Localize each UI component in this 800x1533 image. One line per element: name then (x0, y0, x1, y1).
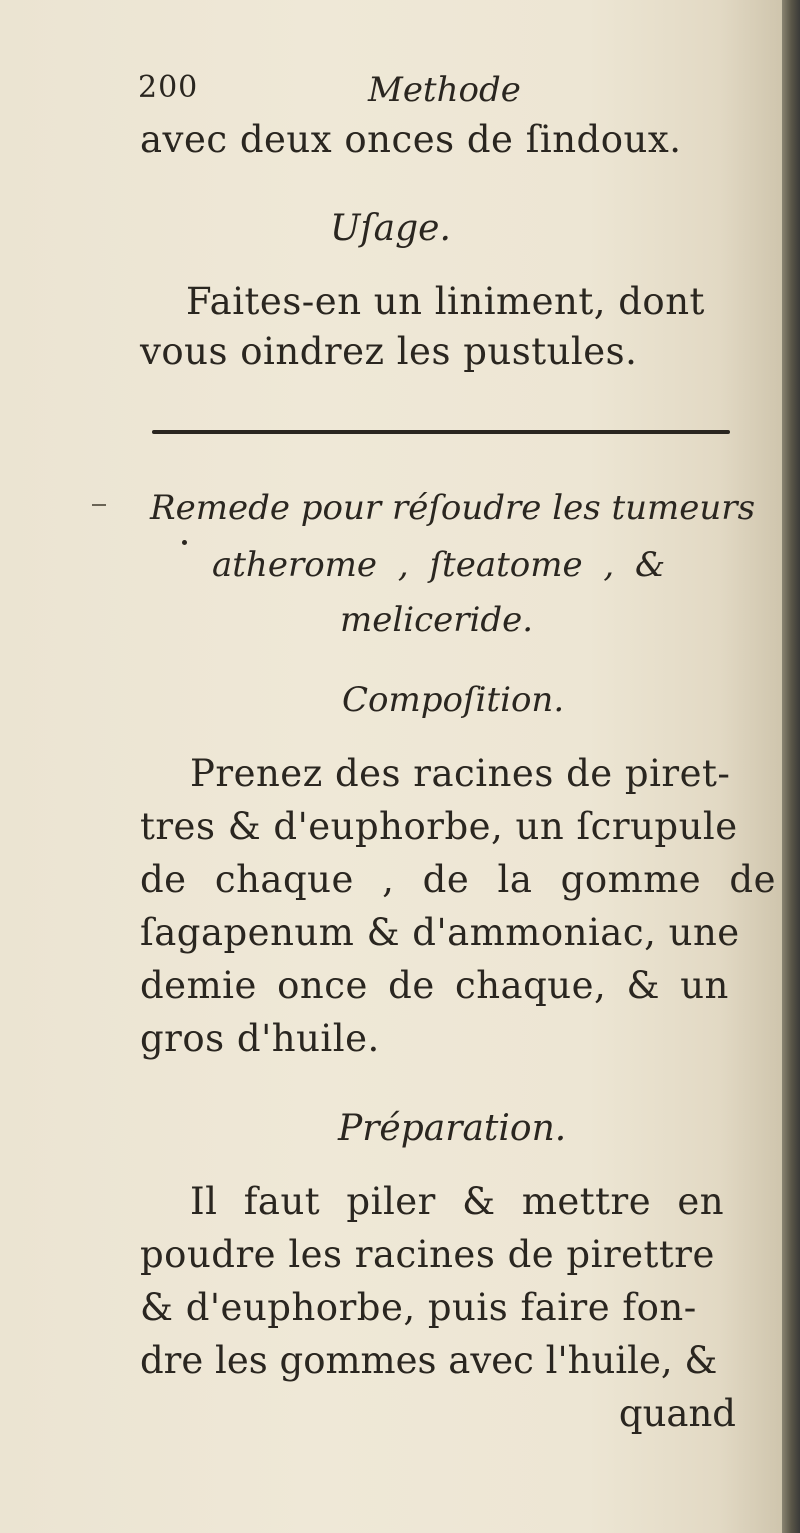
text-line: tres & d'euphorbe, un ſcrupule (140, 805, 738, 848)
page-edge-shadow (782, 0, 800, 1533)
remedy-title-line: Remede pour réſoudre les tumeurs (150, 488, 756, 528)
text-line: dre les gommes avec l'huile, & (140, 1339, 718, 1382)
text-line: ſagapenum & d'ammoniac, une (140, 911, 740, 954)
composition-heading: Compoſition. (342, 680, 565, 720)
remedy-title-line: meliceride. (340, 600, 534, 640)
text-line: & d'euphorbe, puis faire fon- (140, 1286, 697, 1329)
text-line: avec deux onces de ſindoux. (140, 118, 682, 161)
text-line: vous oindrez les pustules. (140, 330, 638, 373)
page-number: 200 (138, 70, 199, 105)
text-line: poudre les racines de pirettre (140, 1233, 715, 1276)
section-divider (152, 430, 730, 434)
text-line: Il faut piler & mettre en (190, 1180, 725, 1223)
remedy-title-line: atherome , ſteatome , & (212, 545, 666, 585)
text-line: Faites-en un liniment, dont (186, 280, 705, 323)
running-header (138, 70, 598, 110)
usage-heading: Uſage. (330, 208, 451, 249)
text-line: demie once de chaque, & un (140, 964, 729, 1007)
margin-mark (92, 504, 106, 506)
text-line: Prenez des racines de piret- (190, 752, 731, 795)
preparation-heading: Préparation. (338, 1108, 567, 1149)
text-line: gros d'huile. (140, 1017, 380, 1060)
text-line: de chaque , de la gomme de (140, 858, 777, 901)
margin-dot (182, 540, 187, 545)
catchword: quand (618, 1392, 736, 1435)
running-title: Methode (368, 70, 521, 110)
